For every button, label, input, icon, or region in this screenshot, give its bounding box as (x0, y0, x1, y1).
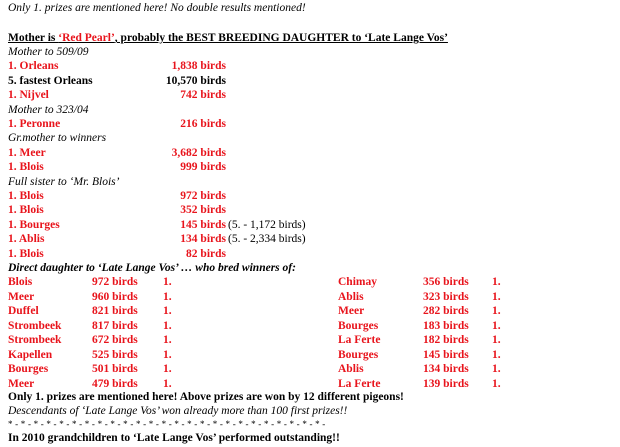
result-row (8, 247, 226, 261)
result-row (8, 59, 226, 73)
result-birds: 145 birds (180, 218, 226, 231)
result-birds: 134 birds (180, 233, 226, 246)
result-birds: 742 birds (180, 89, 226, 102)
result-birds: 10,570 birds (165, 74, 226, 87)
result-note: (5. - 1,172 birds) (228, 218, 306, 231)
result-row (8, 88, 226, 102)
winner-race: Ablis (338, 363, 364, 375)
winner-race: Strombeek (8, 319, 62, 332)
winner-race: Meer (338, 305, 365, 317)
winner-prize: 1. (163, 334, 172, 346)
winner-race: Strombeek (8, 334, 62, 346)
result-birds: 1,838 birds (171, 60, 226, 73)
result-birds: 972 birds (180, 190, 226, 202)
result-row (8, 232, 306, 246)
winner-race: Duffel (8, 305, 39, 317)
summary-line: Only 1. prizes are mentioned here! Above prizes are won by 12 different pigeons! (8, 391, 404, 403)
result-place: 5. fastest Orleans (8, 74, 93, 87)
result-birds: 216 birds (180, 118, 226, 130)
winner-birds: 817 birds (92, 319, 138, 332)
result-place: 1. Bourges (8, 218, 60, 231)
winner-prize: 1. (492, 305, 501, 317)
winner-birds: 356 birds (423, 276, 469, 288)
winner-birds: 501 birds (92, 363, 138, 375)
mother-heading-suffix: , probably the BEST BREEDING DAUGHTER to ‘Late Lange Vos’ (114, 32, 448, 44)
result-birds: 3,682 birds (171, 146, 226, 159)
winner-race: La Ferte (338, 334, 381, 346)
result-row (8, 189, 226, 203)
separator-line: * - * - * - * - * - * - * - * - * - * - * - * - * - * - * - * - * - * - * - * - * - * - * - * - * - (8, 419, 326, 429)
winner-race: Blois (8, 276, 33, 288)
winner-prize: 1. (492, 348, 501, 361)
winner-prize: 1. (492, 377, 501, 390)
winner-race: Bourges (8, 363, 49, 375)
section-subtitle: Gr.mother to winners (8, 132, 107, 145)
winner-birds: 525 birds (92, 348, 138, 361)
result-birds: 82 birds (186, 247, 226, 260)
winner-birds: 183 birds (423, 319, 469, 332)
result-row (8, 74, 226, 88)
result-place: 1. Ablis (8, 233, 45, 246)
winner-race: Kapellen (8, 348, 53, 361)
result-place: 1. Blois (8, 247, 44, 260)
winner-race: Meer (8, 290, 35, 303)
result-note: (5. - 2,334 birds) (228, 233, 306, 246)
winner-race: Chimay (338, 276, 377, 288)
red-pearl-name: ‘Red Pearl’ (58, 32, 115, 44)
result-row (8, 117, 226, 131)
winner-prize: 1. (163, 319, 172, 332)
winner-birds: 182 birds (423, 334, 469, 346)
winner-race: La Ferte (338, 377, 381, 390)
result-place: 1. Blois (8, 161, 44, 174)
winner-birds: 821 birds (92, 305, 138, 317)
winner-birds: 282 birds (423, 305, 469, 317)
winner-race: Bourges (338, 319, 379, 332)
winner-birds: 960 birds (92, 290, 138, 303)
section-subtitle: Full sister to ‘Mr. Blois’ (8, 175, 120, 188)
winner-birds: 672 birds (92, 334, 138, 346)
left-prize-column (163, 275, 172, 391)
closing-line: In 2010 grandchildren to ‘Late Lange Vos’ performed outstanding!! (8, 432, 340, 444)
right-race-column (338, 275, 380, 391)
left-birds-column (92, 275, 138, 391)
winner-race: Meer (8, 377, 35, 390)
winner-birds: 479 birds (92, 377, 138, 390)
result-birds: 999 birds (180, 161, 226, 174)
winner-birds: 972 birds (92, 276, 138, 288)
right-prize-column (492, 275, 501, 391)
result-place: 1. Peronne (8, 118, 61, 130)
result-place: 1. Blois (8, 204, 44, 217)
winner-prize: 1. (492, 319, 501, 332)
result-row (8, 146, 226, 160)
winner-prize: 1. (163, 276, 172, 288)
winner-prize: 1. (492, 290, 501, 303)
descendants-line: Descendants of ‘Late Lange Vos’ won already more than 100 first prizes!! (8, 405, 348, 417)
mother-heading-prefix: Mother is (8, 32, 59, 44)
section-subtitle: Mother to 323/04 (8, 103, 89, 116)
winner-prize: 1. (492, 363, 501, 375)
winner-race: Ablis (338, 290, 364, 303)
winner-birds: 134 birds (423, 363, 469, 375)
winner-birds: 139 birds (423, 377, 469, 390)
winner-race: Bourges (338, 348, 379, 361)
winner-prize: 1. (163, 305, 172, 317)
winner-prize: 1. (163, 377, 172, 390)
winner-prize: 1. (492, 334, 501, 346)
right-birds-column (423, 275, 469, 391)
result-place: 1. Blois (8, 190, 44, 202)
result-row (8, 203, 226, 217)
result-row (8, 160, 226, 174)
winner-birds: 323 birds (423, 290, 469, 303)
mother-heading (8, 31, 448, 45)
winner-prize: 1. (163, 348, 172, 361)
result-row (8, 218, 306, 232)
left-race-column (8, 275, 61, 391)
winner-birds: 145 birds (423, 348, 469, 361)
winner-prize: 1. (163, 290, 172, 303)
winner-prize: 1. (492, 276, 501, 288)
result-place: 1. Nijvel (8, 89, 49, 102)
direct-daughter-heading: Direct daughter to ‘Late Lange Vos’ … who bred winners of: (8, 262, 296, 274)
result-place: 1. Orleans (8, 60, 59, 73)
section-subtitle: Mother to 509/09 (8, 46, 89, 58)
result-place: 1. Meer (8, 146, 46, 159)
winner-prize: 1. (163, 363, 172, 375)
result-birds: 352 birds (180, 204, 226, 217)
header-note: Only 1. prizes are mentioned here! No double results mentioned! (8, 2, 306, 14)
